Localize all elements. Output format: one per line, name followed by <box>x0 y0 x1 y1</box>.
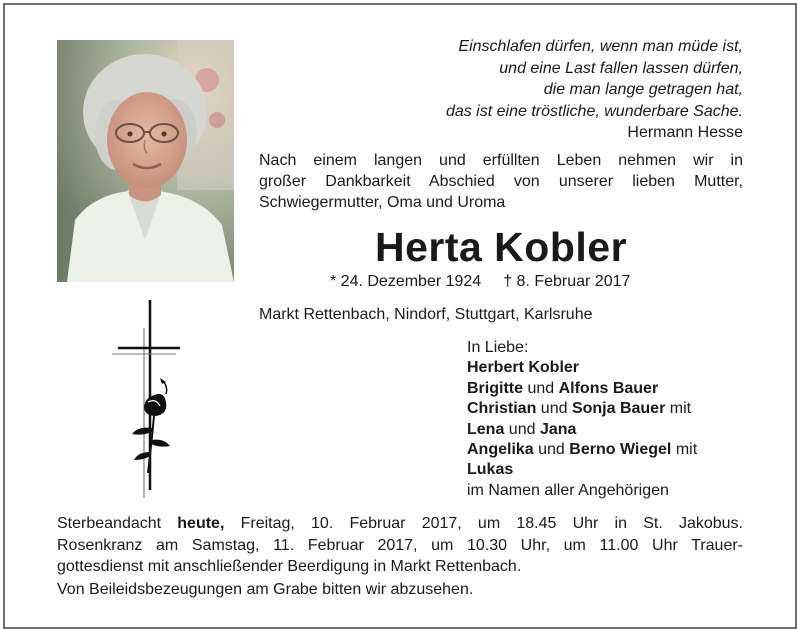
family-member: Jana <box>539 420 577 438</box>
family-line <box>467 379 747 399</box>
family-line <box>467 399 747 419</box>
intro-line: großer Dankbarkeit Abschied von unserer lieben Mutter, <box>259 173 743 190</box>
family-member: Brigitte <box>467 379 523 397</box>
death-date: † 8. Februar 2017 <box>503 273 631 290</box>
condolence-notice: Von Beileidsbezeugungen am Grabe bitten wir abzusehen. <box>57 581 474 598</box>
life-dates <box>330 272 630 292</box>
family-member: Herbert Kobler <box>467 359 580 377</box>
family-member: Christian <box>467 400 537 418</box>
intro-text <box>259 150 743 213</box>
service-line <box>57 513 743 535</box>
family-intro: In Liebe: <box>467 339 529 356</box>
quote-author: Hermann Hesse <box>627 124 743 141</box>
family-member: Lukas <box>467 461 514 479</box>
family-line <box>467 440 747 460</box>
connector: und <box>504 420 540 438</box>
cross-rose-icon <box>108 298 186 498</box>
service-line: gottesdienst mit anschließender Beerdigung in Markt Rettenbach. <box>57 558 522 575</box>
family-line <box>467 358 747 378</box>
intro-line: Schwiegermutter, Oma und Uroma <box>259 194 506 211</box>
quote-line: Einschlafen dürfen, wenn man müde ist, <box>458 38 743 55</box>
intro-line: Nach einem langen und erfüllten Leben nehmen wir in <box>259 152 743 169</box>
service-info <box>57 513 743 578</box>
portrait-illustration <box>57 40 234 282</box>
hesse-quote <box>300 36 743 144</box>
family-member: Sonja Bauer <box>571 400 666 418</box>
portrait-photo <box>57 40 234 282</box>
service-emphasis: heute, <box>177 515 225 532</box>
service-text: Freitag, 10. Februar 2017, um 18.45 Uhr in St. Jakobus. <box>224 515 743 532</box>
family-member: Lena <box>467 420 505 438</box>
family-list <box>467 338 747 501</box>
family-member: Berno Wiegel <box>569 441 672 459</box>
places: Markt Rettenbach, Nindorf, Stuttgart, Karlsruhe <box>259 306 593 323</box>
family-line <box>467 460 747 480</box>
connector: mit <box>671 441 698 459</box>
service-line: Rosenkranz am Samstag, 11. Februar 2017, um 10.30 Uhr, um 11.00 Uhr Trauer- <box>57 536 743 554</box>
connector: und <box>523 379 559 397</box>
family-member: Alfons Bauer <box>558 379 659 397</box>
family-line <box>467 420 747 440</box>
family-member: Angelika <box>467 441 534 459</box>
family-closing: im Namen aller Angehörigen <box>467 481 669 499</box>
birth-date: * 24. Dezember 1924 <box>330 273 482 290</box>
quote-line: und eine Last fallen lassen dürfen, <box>499 59 743 77</box>
quote-line: die man lange getragen hat, <box>543 81 743 98</box>
deceased-name: Herta Kobler <box>374 224 628 270</box>
connector: und <box>536 400 572 418</box>
quote-line: das ist eine tröstliche, wunderbare Sache. <box>445 102 743 120</box>
service-text: Sterbeandacht <box>57 515 178 532</box>
connector: und <box>533 441 570 459</box>
connector: mit <box>665 400 692 418</box>
